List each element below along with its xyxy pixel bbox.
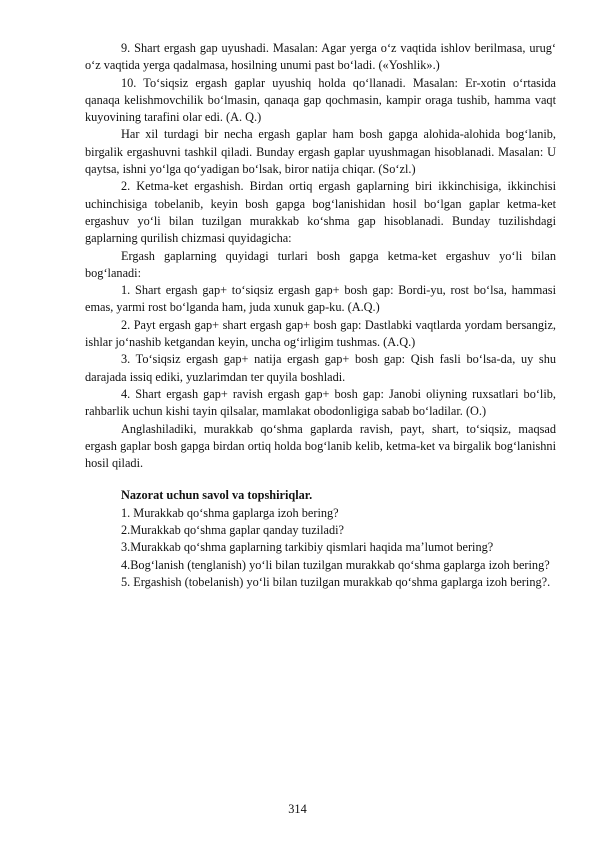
- paragraph-conclusion: Anglashiladiki, murakkab qo‘shma gaplarda ravish, payt, shart, to‘siqsiz, maqsad ergash gaplar bosh gapga birdan ortiq holda bog‘lanib kelib, ketma-ket va birgalik bog‘lanishni hosil qiladi.: [85, 421, 556, 471]
- paragraph-mixed-clauses: Har xil turdagi bir necha ergash gaplar ham bosh gapga alohida-alohida bog‘lanib, birgalik ergashuvni tashkil qiladi. Bunday ergash gaplar uyushmagan hisoblanadi. Masalan: U qaytsa, ishni yo‘lga qo‘yadigan bo‘lsak, biror natija chiqar. (So‘zl.): [85, 127, 556, 177]
- question-item-5: 5. Ergashish (tobelanish) yo‘li bilan tuzilgan murakkab qo‘shma gaplarga izoh bering?.: [121, 574, 551, 589]
- page-number: 314: [288, 802, 307, 816]
- paragraph-concessive-clauses: 10. To‘siqsiz ergash gaplar uyushiq holda qo‘llanadi. Masalan: Er-xotin o‘rtasida qanaqa kelishmovchilik bo‘lmasin, qanaqa gap qochmasin, kampir oraga tushib, hamma vaqt kuyovining tarafini olar edi. (A. Q.): [85, 75, 556, 125]
- paragraph-clause-types-intro: Ergash gaplarning quyidagi turlari bosh gapga ketma-ket ergashuv yo‘li bilan bog‘lanadi:: [85, 248, 556, 280]
- section-spacer: [85, 472, 556, 487]
- questions-heading: Nazorat uchun savol va topshiriqlar.: [121, 488, 313, 503]
- question-item-4: 4.Bog‘lanish (tenglanish) yo‘li bilan tuzilgan murakkab qo‘shma gaplarga izoh bering?: [121, 557, 550, 572]
- paragraph-sequential-subordination: 2. Ketma-ket ergashish. Birdan ortiq ergash gaplarning biri ikkinchisiga, ikkinchisi uchinchisiga tobelanib, keyin bosh gapga bog‘lanishidan hosil bo‘lgan gaplar ketma-ket ergashuv yo‘li bilan tuzilgan murakkab ko‘shma gap hisoblanadi. Bunday tuzilishdagi gaplarning qurilish chizmasi quyidagicha:: [85, 179, 556, 246]
- question-item-3: 3.Murakkab qo‘shma gaplarning tarkibiy qismlari haqida ma’lumot bering?: [121, 540, 494, 555]
- paragraph-example-1: 1. Shart ergash gap+ to‘siqsiz ergash gap+ bosh gap: Bordi-yu, rost bo‘lsa, hammasi emas, yarmi rost bo‘lganda ham, juda xunuk gap-ku. (A.Q.): [85, 283, 556, 315]
- paragraph-example-4: 4. Shart ergash gap+ ravish ergash gap+ bosh gap: Janobi oliyning ruxsatlari bo‘lib, rahbarlik uchun kishi tayin qilsalar, mamlakat obodonligiga sabab bo‘ladilar. (O.): [85, 386, 556, 419]
- question-item-2: 2.Murakkab qo‘shma gaplar qanday tuziladi?: [121, 523, 344, 538]
- paragraph-condition-clauses: 9. Shart ergash gap uyushadi. Masalan: Agar yerga o‘z vaqtida ishlov berilmasa, urug‘ o‘z vaqtida yerga qadalmasa, hosilning unumi past bo‘ladi. («Yoshlik».): [85, 41, 556, 73]
- paragraph-example-2: 2. Payt ergash gap+ shart ergash gap+ bosh gap: Dastlabki vaqtlarda yordam bersangiz, ishlar jo‘nashib ketgandan keyin, uncha og‘irligim tushmas. (A.Q.): [85, 317, 556, 350]
- question-item-1: 1. Murakkab qo‘shma gaplarga izoh bering?: [121, 505, 339, 520]
- page-body: [85, 40, 556, 591]
- paragraph-example-3: 3. To‘siqsiz ergash gap+ natija ergash gap+ bosh gap: Qish fasli bo‘lsa-da, uy shu darajada issiq ediki, yuzlarimdan ter quyila boshladi.: [85, 352, 556, 384]
